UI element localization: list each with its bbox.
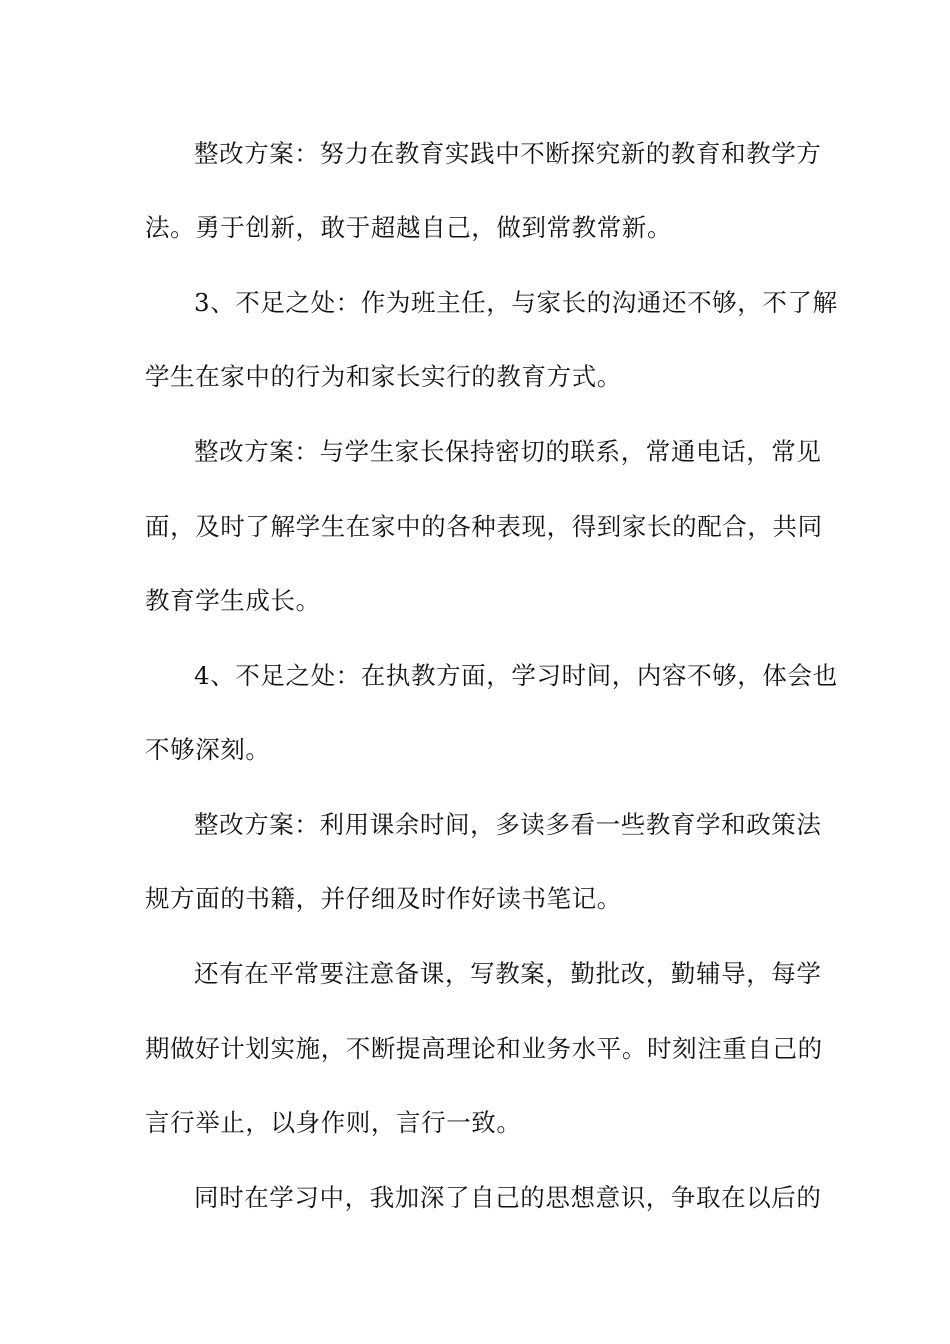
paragraph-line: 整改方案：与学生家长保持密切的联系，常通电话，常见 — [194, 437, 822, 466]
paragraph-line: 言行举止，以身作则，言行一致。 — [145, 1108, 522, 1137]
paragraph-line: 整改方案：努力在教育实践中不断探究新的教育和教学方 — [194, 139, 822, 168]
paragraph-line: 面，及时了解学生在家中的各种表现，得到家长的配合，共同 — [145, 512, 823, 541]
paragraph-line: 还有在平常要注意备课，写教案，勤批改，勤辅导，每学 — [194, 959, 822, 988]
paragraph-line: 期做好计划实施，不断提高理论和业务水平。时刻注重自己的 — [145, 1034, 823, 1063]
paragraph-line: 学生在家中的行为和家长实行的教育方式。 — [145, 362, 622, 391]
paragraph-line: 整改方案：利用课余时间，多读多看一些教育学和政策法 — [194, 810, 822, 839]
paragraph-line: 法。勇于创新，敢于超越自己，做到常教常新。 — [145, 213, 673, 242]
paragraph-line: 同时在学习中，我加深了自己的思想意识，争取在以后的 — [194, 1183, 822, 1212]
paragraph-line: 教育学生成长。 — [145, 586, 321, 615]
paragraph-line: 4、不足之处：在执教方面，学习时间，内容不够，体会也 — [194, 661, 838, 690]
paragraph-line: 规方面的书籍，并仔细及时作好读书笔记。 — [145, 884, 622, 913]
paragraph-line: 不够深刻。 — [145, 735, 271, 764]
paragraph-line: 3、不足之处：作为班主任，与家长的沟通还不够，不了解 — [194, 288, 838, 317]
